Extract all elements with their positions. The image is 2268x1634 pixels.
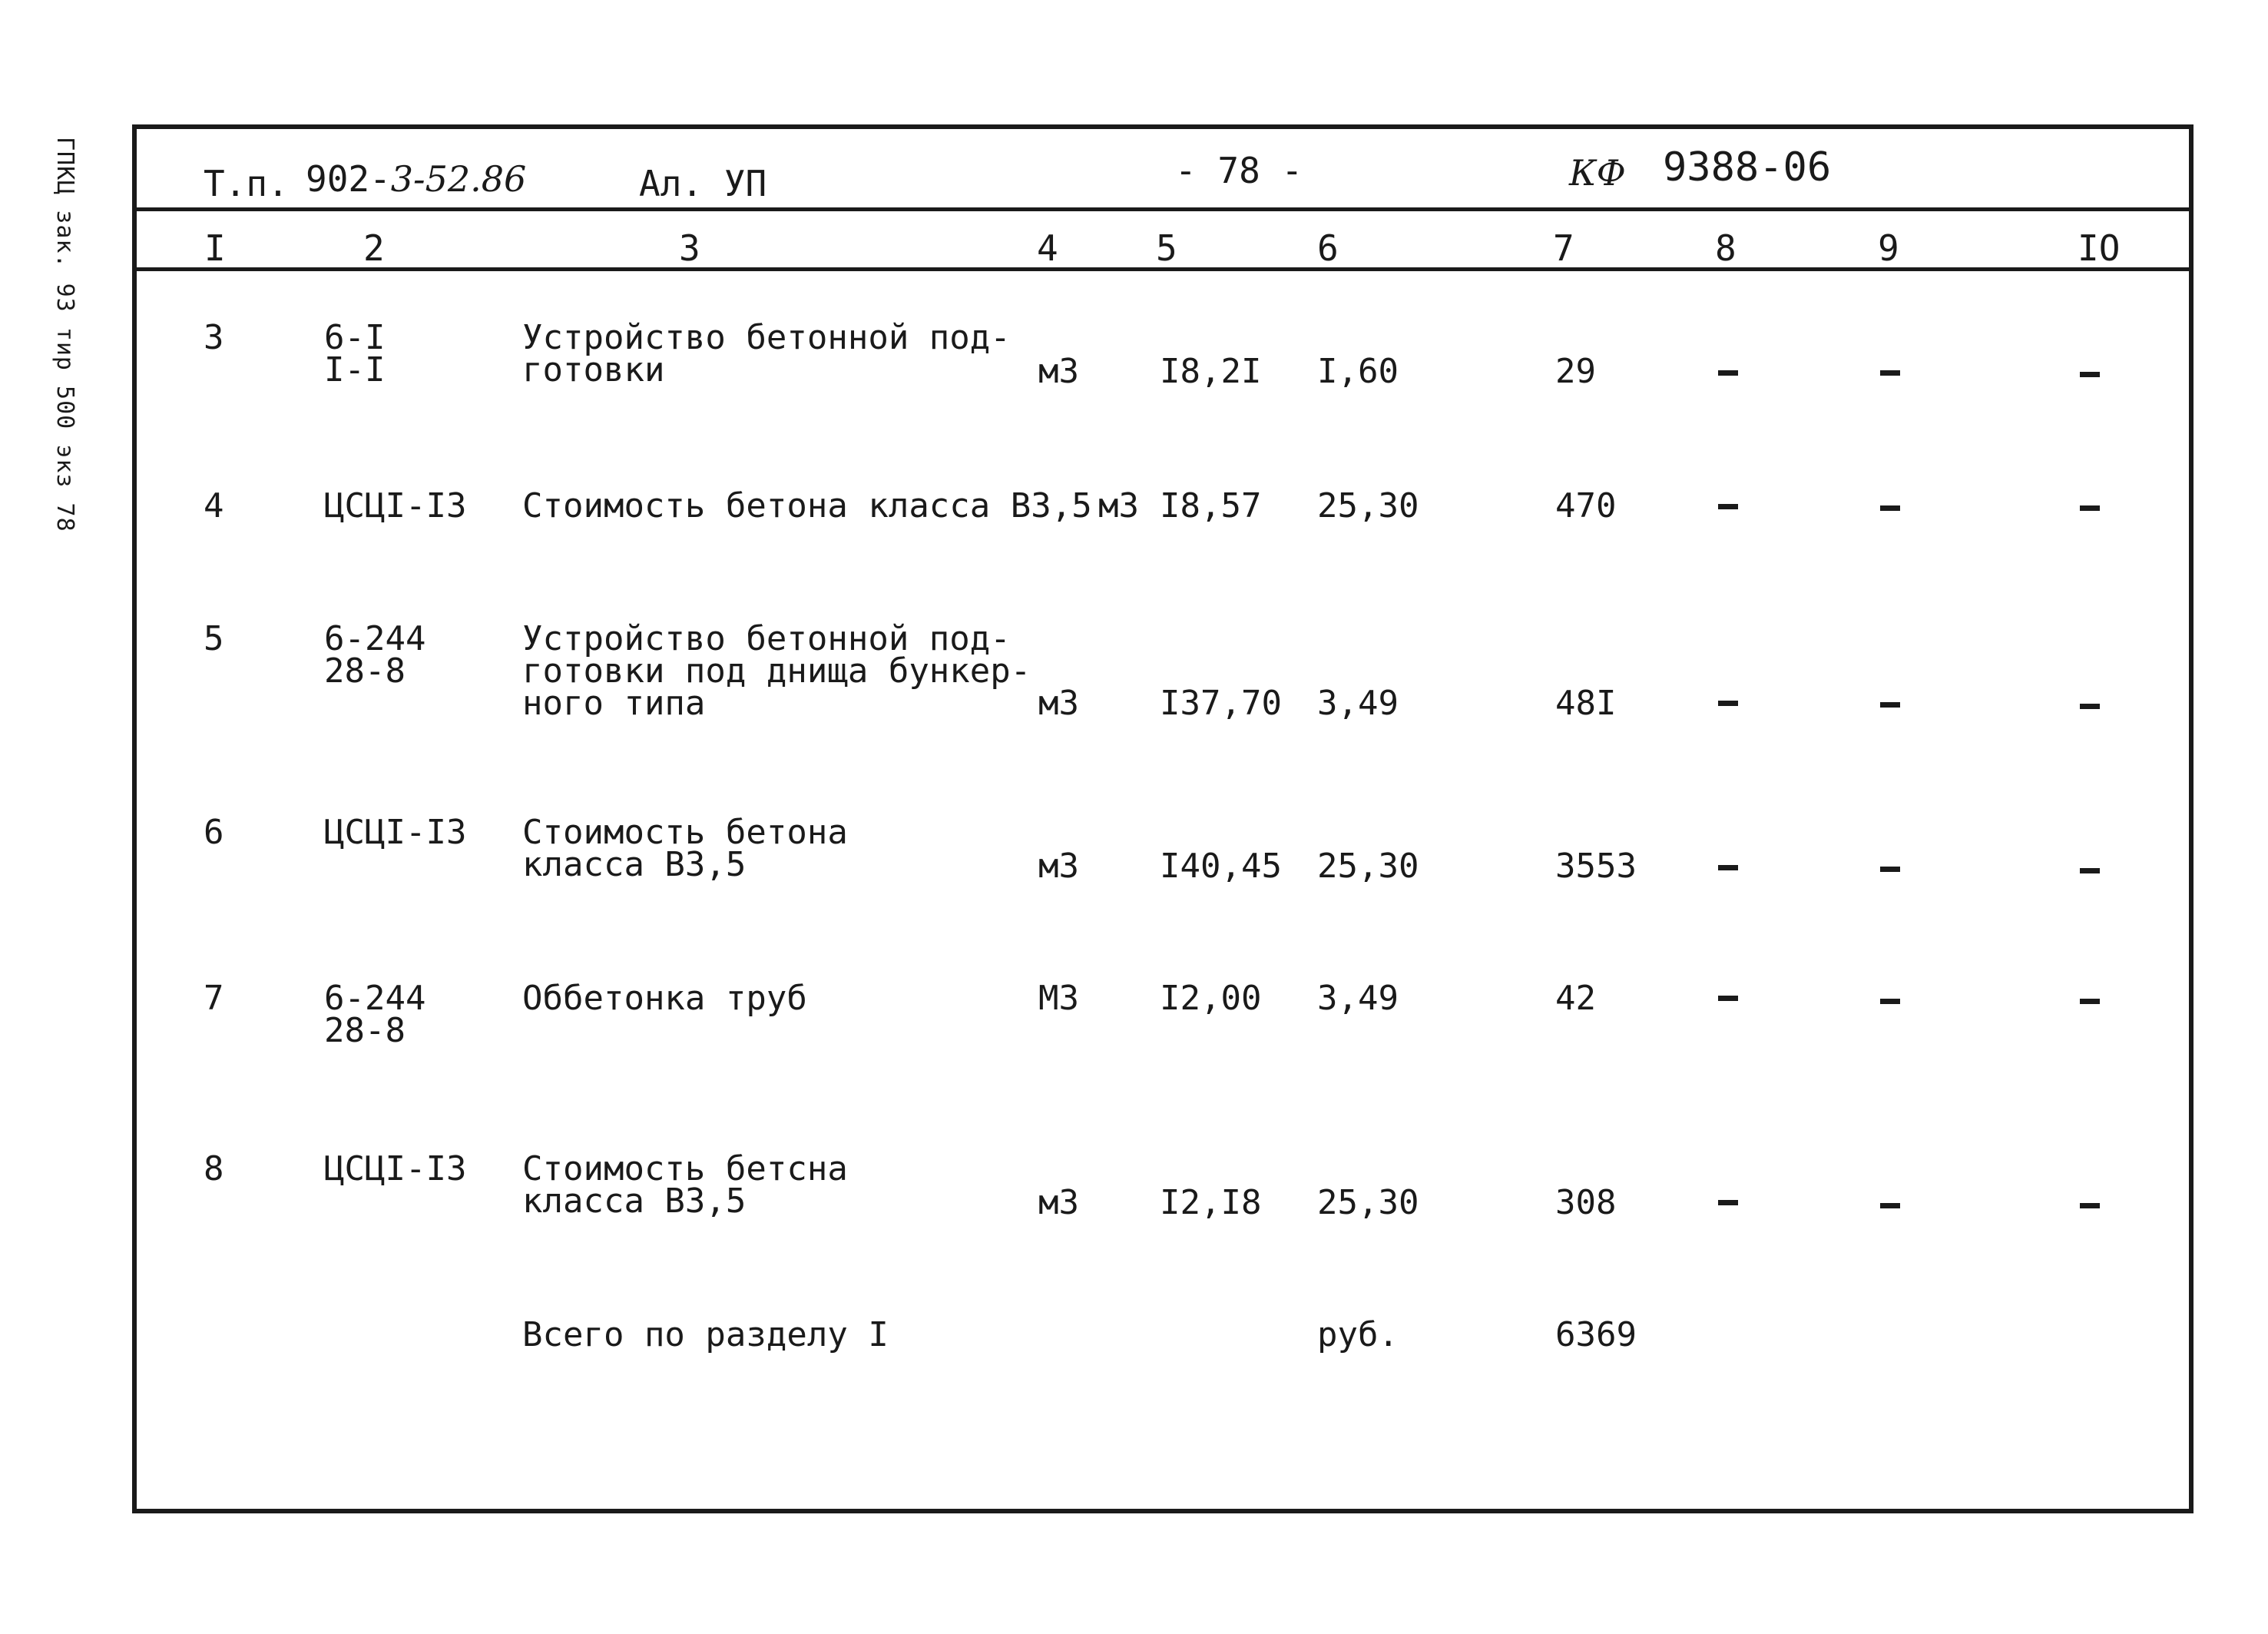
- row-col10-dash: [2080, 999, 2100, 1004]
- row-price: I,60: [1317, 352, 1399, 391]
- row-number: 3: [204, 318, 224, 357]
- row-col10-dash: [2080, 505, 2100, 511]
- tp-code-printed: 902-: [306, 158, 391, 200]
- row-total: 48I: [1555, 684, 1617, 723]
- row-code: ЦСЦI-I3: [324, 813, 467, 852]
- album-label: Ал. УП: [639, 163, 767, 204]
- row-number: 7: [204, 979, 224, 1018]
- row-code: ЦСЦI-I3: [324, 1149, 467, 1188]
- row-col8-dash: [1718, 504, 1738, 509]
- side-stamp: ГПКЦ зак. 93 тир 500 экз 78: [51, 137, 78, 532]
- row-col9-dash: [1880, 999, 1900, 1004]
- row-unit: м3: [1098, 486, 1139, 525]
- row-price: 25,30: [1317, 486, 1419, 525]
- row-col8-dash: [1718, 701, 1738, 706]
- row-col8-dash: [1718, 996, 1738, 1001]
- row-quantity: I40,45: [1160, 847, 1282, 886]
- row-code: I-I: [324, 350, 386, 389]
- row-col9-dash: [1880, 867, 1900, 872]
- row-col10-dash: [2080, 704, 2100, 709]
- col-num-7: 7: [1553, 227, 1574, 269]
- row-unit: м3: [1038, 684, 1079, 723]
- tp-code: [306, 158, 526, 200]
- summary-unit: руб.: [1317, 1315, 1399, 1354]
- summary-label: Всего по разделу I: [522, 1315, 889, 1354]
- row-code: 6-244: [324, 979, 426, 1018]
- col-num-1: I: [204, 227, 226, 269]
- row-description: готовки: [522, 350, 665, 389]
- row-description: Стоимость бетона: [522, 813, 848, 852]
- col-num-2: 2: [363, 227, 385, 269]
- row-col9-dash: [1880, 702, 1900, 708]
- row-col10-dash: [2080, 372, 2100, 377]
- row-description: класса В3,5: [522, 845, 747, 884]
- row-code: 6-I: [324, 318, 386, 357]
- row-price: 3,49: [1317, 979, 1399, 1018]
- row-col8-dash: [1718, 865, 1738, 870]
- tp-code-handwritten: 3-52.86: [390, 158, 527, 200]
- row-description: ного типа: [522, 684, 706, 723]
- row-description: класса В3,5: [522, 1182, 747, 1221]
- row-total: 3553: [1555, 847, 1637, 886]
- col-num-10: IO: [2078, 227, 2121, 269]
- row-col9-dash: [1880, 505, 1900, 511]
- row-unit: м3: [1038, 352, 1079, 391]
- row-code: 28-8: [324, 651, 406, 691]
- row-quantity: I2,I8: [1160, 1183, 1262, 1222]
- row-number: 6: [204, 813, 224, 852]
- col-num-5: 5: [1156, 227, 1177, 269]
- col-num-4: 4: [1037, 227, 1058, 269]
- row-quantity: I8,2I: [1160, 352, 1262, 391]
- col-num-3: 3: [679, 227, 700, 269]
- row-code: ЦСЦI-I3: [324, 486, 467, 525]
- tp-label: Т.п.: [204, 163, 289, 204]
- summary-total: 6369: [1555, 1315, 1637, 1354]
- col-num-9: 9: [1878, 227, 1899, 269]
- row-quantity: I2,00: [1160, 979, 1262, 1018]
- row-description: готовки под днища бункер-: [522, 651, 1031, 691]
- row-col10-dash: [2080, 868, 2100, 873]
- row-code: 28-8: [324, 1011, 406, 1050]
- row-number: 5: [204, 619, 224, 658]
- col-num-8: 8: [1715, 227, 1737, 269]
- row-total: 470: [1555, 486, 1617, 525]
- row-col9-dash: [1880, 370, 1900, 376]
- header-rule: [132, 207, 2194, 211]
- row-total: 308: [1555, 1183, 1617, 1222]
- doc-number: 9388-06: [1663, 144, 1832, 191]
- row-price: 25,30: [1317, 1183, 1419, 1222]
- row-description: Стоимость бетсна: [522, 1149, 848, 1188]
- row-description: Устройство бетонной под-: [522, 619, 1011, 658]
- doc-prefix: КФ: [1569, 152, 1626, 194]
- row-price: 25,30: [1317, 847, 1419, 886]
- row-description: Стоимость бетона класса В3,5: [522, 486, 1092, 525]
- row-total: 29: [1555, 352, 1596, 391]
- row-col10-dash: [2080, 1203, 2100, 1208]
- row-description: Оббетонка труб: [522, 979, 807, 1018]
- col-num-6: 6: [1317, 227, 1339, 269]
- row-unit: м3: [1038, 1183, 1079, 1222]
- row-col8-dash: [1718, 1200, 1738, 1205]
- row-number: 8: [204, 1149, 224, 1188]
- row-description: Устройство бетонной под-: [522, 318, 1011, 357]
- row-code: 6-244: [324, 619, 426, 658]
- row-col8-dash: [1718, 370, 1738, 376]
- page-number: - 78 -: [1175, 150, 1303, 191]
- row-quantity: I37,70: [1160, 684, 1282, 723]
- row-unit: М3: [1038, 979, 1079, 1018]
- row-price: 3,49: [1317, 684, 1399, 723]
- row-unit: м3: [1038, 847, 1079, 886]
- row-quantity: I8,57: [1160, 486, 1262, 525]
- row-number: 4: [204, 486, 224, 525]
- row-col9-dash: [1880, 1203, 1900, 1208]
- row-total: 42: [1555, 979, 1596, 1018]
